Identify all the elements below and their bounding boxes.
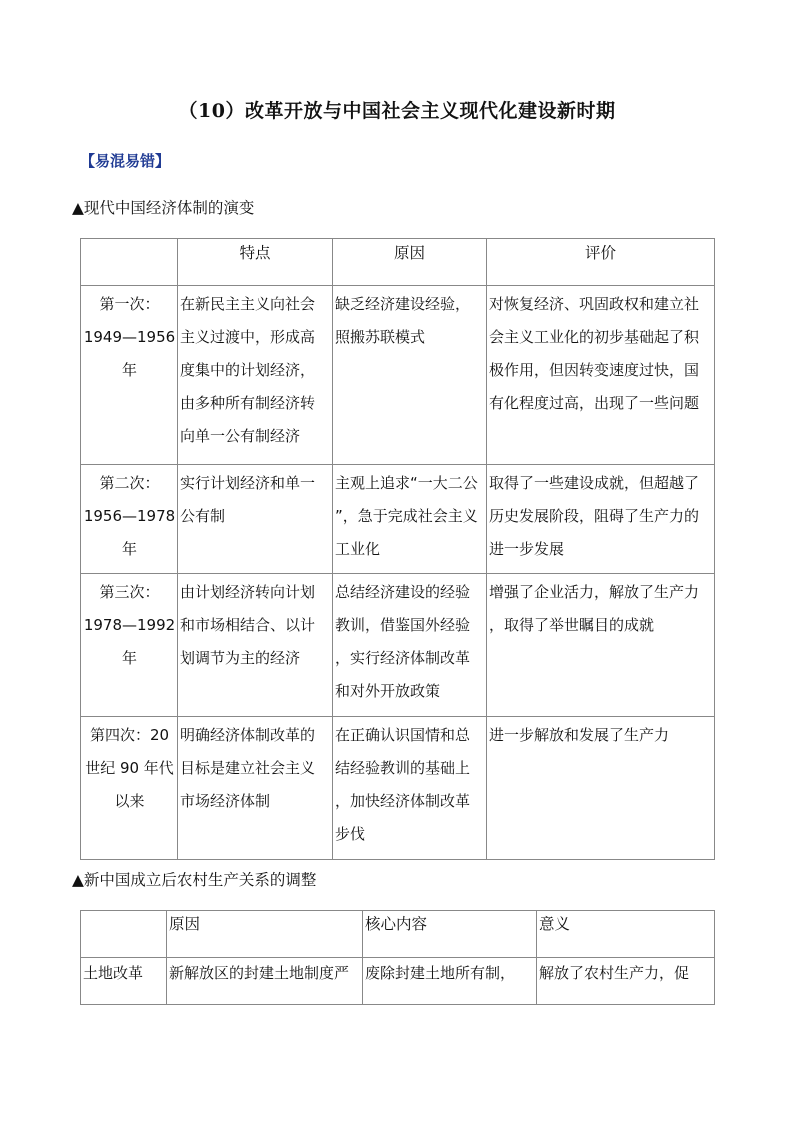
header-cause: 原因: [167, 911, 363, 958]
evaluation-cell: [487, 717, 715, 860]
cause-cell: [333, 574, 487, 717]
cell-line: 在新民主主义向社会: [180, 295, 316, 313]
table-row: [81, 717, 715, 860]
cell-line: 缺乏经济建设经验，: [335, 295, 471, 313]
cell-line: 有化程度过高，出现了一些问题: [489, 394, 700, 412]
cell-line: 第四次：20: [89, 726, 170, 744]
feature-cell: [178, 574, 333, 717]
cell-line: 年: [121, 540, 137, 558]
cell-line: 以来: [114, 792, 145, 810]
header-feature: 特点: [178, 239, 333, 286]
table-row: [81, 574, 715, 717]
cell-line: ，取得了举世瞩目的成就: [489, 616, 655, 634]
cell-line: 年: [121, 649, 137, 667]
cell-line: 度集中的计划经济，: [180, 361, 316, 379]
economic-system-table: [80, 238, 715, 860]
cell-line: 第一次：: [99, 295, 160, 313]
cell-line: 明确经济体制改革的: [180, 726, 316, 744]
table-header-row: [81, 239, 715, 286]
period-cell: [81, 465, 178, 574]
cell-line: 向单一公有制经济: [180, 427, 301, 445]
cell-line: 市场经济体制: [180, 792, 271, 810]
feature-cell: [178, 717, 333, 860]
cell-line: ”，急于完成社会主义: [335, 507, 478, 525]
cell-line: 1949—1956: [83, 328, 176, 346]
cell-line: 公有制: [180, 507, 226, 525]
cause-cell: [333, 717, 487, 860]
cell-line: 对恢复经济、巩固政权和建立社: [489, 295, 700, 313]
cell-line: 1978—1992: [83, 616, 176, 634]
cell-line: 在正确认识国情和总: [335, 726, 471, 744]
cell-line: 世纪 90 年代: [85, 759, 174, 777]
period-cell: [81, 286, 178, 465]
cell-line: 进一步解放和发展了生产力: [489, 726, 670, 744]
rural-relations-table: [80, 910, 715, 1005]
header-cell: [81, 911, 167, 958]
page-title: （10）改革开放与中国社会主义现代化建设新时期: [178, 100, 616, 122]
row-name-cell: 土地改革: [81, 958, 167, 1005]
section-heading-economic-system: ▲现代中国经济体制的演变: [72, 199, 255, 217]
cell-line: ，加快经济体制改革: [335, 792, 471, 810]
section-tag: 【易混易错】: [80, 152, 171, 170]
evaluation-cell: [487, 286, 715, 465]
cell-line: ，实行经济体制改革: [335, 649, 471, 667]
header-cause: 原因: [333, 239, 487, 286]
cause-cell: [333, 286, 487, 465]
cell-line: 会主义工业化的初步基础起了积: [489, 328, 700, 346]
cell-line: 历史发展阶段，阻碍了生产力的: [489, 507, 700, 525]
cause-cell: [333, 465, 487, 574]
header-evaluation: 评价: [487, 239, 715, 286]
core-content-cell: 废除封建土地所有制，: [363, 958, 537, 1005]
table-row: [81, 958, 715, 1005]
cell-line: 增强了企业活力，解放了生产力: [489, 583, 700, 601]
cell-line: 主观上追求“一大二公: [335, 474, 478, 492]
evaluation-cell: [487, 574, 715, 717]
cell-line: 和对外开放政策: [335, 682, 441, 700]
cause-cell: 新解放区的封建土地制度严: [167, 958, 363, 1005]
cell-line: 极作用，但因转变速度过快，国: [489, 361, 700, 379]
cell-line: 总结经济建设的经验: [335, 583, 471, 601]
feature-cell: [178, 465, 333, 574]
cell-line: 实行计划经济和单一: [180, 474, 316, 492]
table-header-row: [81, 911, 715, 958]
header-cell: [81, 239, 178, 286]
cell-line: 和市场相结合、以计: [180, 616, 316, 634]
cell-line: 取得了一些建设成就，但超越了: [489, 474, 700, 492]
cell-line: 主义过渡中，形成高: [180, 328, 316, 346]
significance-cell: 解放了农村生产力，促: [537, 958, 715, 1005]
cell-line: 教训，借鉴国外经验: [335, 616, 471, 634]
cell-line: 进一步发展: [489, 540, 565, 558]
table-row: [81, 465, 715, 574]
section-heading-rural-relations: ▲新中国成立后农村生产关系的调整: [72, 871, 317, 889]
cell-line: 第二次：: [99, 474, 160, 492]
cell-line: 目标是建立社会主义: [180, 759, 316, 777]
period-cell: [81, 717, 178, 860]
cell-line: 划调节为主的经济: [180, 649, 301, 667]
evaluation-cell: [487, 465, 715, 574]
feature-cell: [178, 286, 333, 465]
header-significance: 意义: [537, 911, 715, 958]
cell-line: 结经验教训的基础上: [335, 759, 471, 777]
cell-line: 步伐: [335, 825, 366, 843]
cell-line: 1956—1978: [83, 507, 176, 525]
cell-line: 由计划经济转向计划: [180, 583, 316, 601]
period-cell: [81, 574, 178, 717]
cell-line: 第三次：: [99, 583, 160, 601]
header-core-content: 核心内容: [363, 911, 537, 958]
cell-line: 照搬苏联模式: [335, 328, 426, 346]
cell-line: 年: [121, 361, 137, 379]
table-row: [81, 286, 715, 465]
cell-line: 工业化: [335, 540, 381, 558]
cell-line: 由多种所有制经济转: [180, 394, 316, 412]
